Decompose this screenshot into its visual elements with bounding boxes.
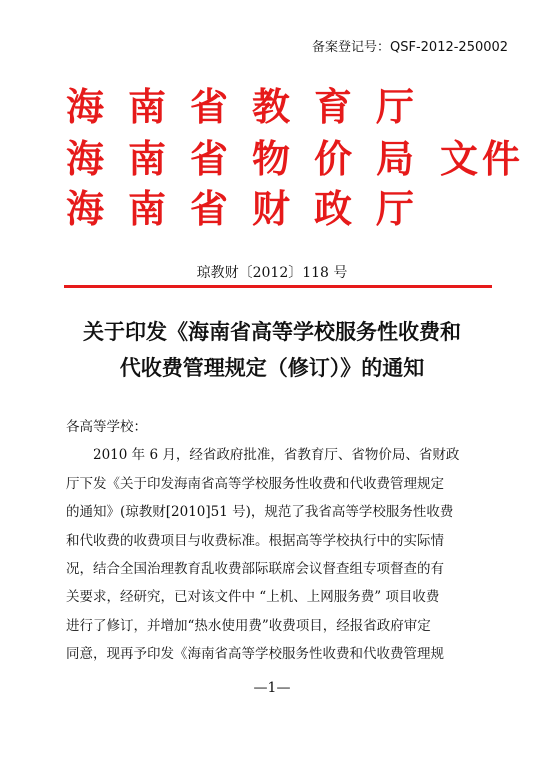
body-text-line: 2010 年 6 月，经省政府批准，省教育厅、省物价局、省财政 — [93, 447, 460, 464]
red-divider-line — [64, 285, 492, 288]
page-number: —1— — [253, 680, 291, 696]
document-body — [66, 413, 486, 669]
document-number: 琼教财〔2012〕118 号 — [196, 265, 348, 281]
body-text-line: 同意，现再予印发《海南省高等学校服务性收费和代收费管理规 — [66, 646, 444, 663]
body-text-line: 厅下发《关于印发海南省高等学校服务性收费和代收费管理规定 — [66, 475, 444, 492]
document-title-line-1: 关于印发《海南省高等学校服务性收费和 — [83, 319, 461, 344]
issuer-document-suffix: 文件 — [440, 135, 525, 181]
body-text-line: 关要求，经研究，已对该文件中 “上机、上网服务费” 项目收费 — [66, 589, 440, 606]
issuer-line-pricing — [66, 132, 525, 181]
body-text-line: 况，结合全国治理教育乱收费部际联席会议督查组专项督查的有 — [66, 560, 444, 577]
salutation: 各高等学校： — [66, 419, 147, 435]
issuer-org-name: 海南省财政厅 — [66, 185, 439, 231]
registration-number: 备案登记号：QSF-2012-250002 — [312, 40, 509, 55]
body-text-line: 进行了修订，并增加“热水使用费”收费项目，经报省政府审定 — [66, 617, 431, 634]
issuer-line-education — [66, 80, 506, 129]
issuer-org-name: 海南省物价局 — [66, 135, 439, 181]
body-text-line: 和代收费的收费项目与收费标准。根据高等学校执行中的实际情 — [66, 532, 444, 549]
issuer-org-name: 海南省教育厅 — [66, 83, 439, 129]
body-text-line: 的通知》(琼教财[2010]51 号)，规范了我省高等学校服务性收费 — [66, 504, 454, 521]
document-title-line-2: 代收费管理规定（修订）》的通知 — [119, 355, 425, 380]
issuer-line-finance — [66, 182, 506, 231]
